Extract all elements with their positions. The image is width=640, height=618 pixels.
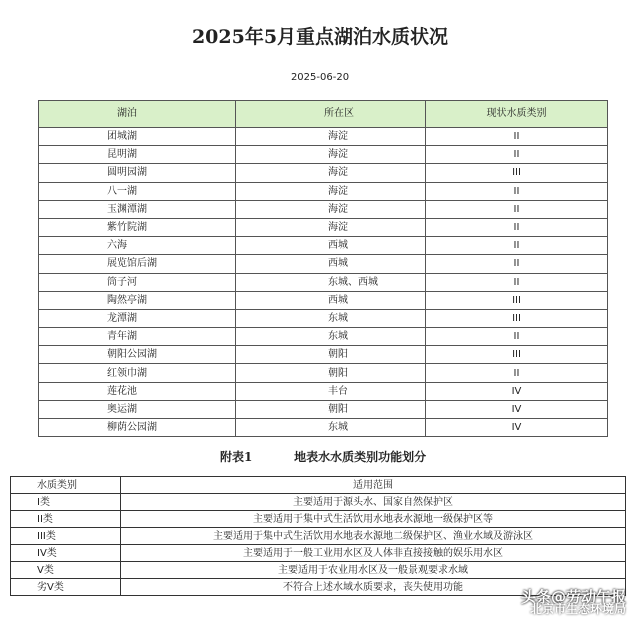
table-row-cell-0: 红领巾湖: [39, 364, 236, 382]
table-row-cell-1: 西城: [236, 237, 426, 255]
table-row-cell-2: II: [426, 364, 608, 382]
table-row-cell-0: 展览馆后湖: [39, 255, 236, 273]
table-row-cell-1: 朝阳: [236, 400, 426, 418]
table-row: [39, 328, 608, 346]
table-row-cell-2: IV: [426, 382, 608, 400]
appendix-row-cell-1: 主要适用于农业用水区及一般景观要求水域: [121, 562, 626, 579]
table-row-cell-1: 海淀: [236, 182, 426, 200]
table-row-cell-1: 海淀: [236, 200, 426, 218]
watermark: 头条@劳动午报: [520, 588, 626, 606]
appendix-row-cell-0: 劣V类: [11, 579, 121, 596]
appendix-header-cell-1: 适用范围: [121, 477, 626, 494]
appendix-row-cell-0: III类: [11, 528, 121, 545]
table-row-cell-2: III: [426, 309, 608, 327]
table-row: [39, 364, 608, 382]
table-row: [39, 218, 608, 236]
table-row-cell-1: 海淀: [236, 146, 426, 164]
table-row: [39, 164, 608, 182]
table-row-cell-1: 海淀: [236, 218, 426, 236]
table-header-cell-0: 湖泊: [39, 101, 236, 128]
table-row: [39, 237, 608, 255]
table-row: [39, 146, 608, 164]
table-row-cell-1: 海淀: [236, 128, 426, 146]
appendix-row-cell-1: 不符合上述水域水质要求，丧失使用功能: [121, 579, 626, 596]
table-row-cell-0: 八一湖: [39, 182, 236, 200]
table-header-cell-1: 所在区: [236, 101, 426, 128]
table-row-cell-2: II: [426, 328, 608, 346]
appendix-row: [11, 562, 626, 579]
table-row-cell-1: 东城、西城: [236, 273, 426, 291]
appendix-header: [11, 477, 626, 494]
appendix-row-cell-1: 主要适用于集中式生活饮用水地表水源地二级保护区、渔业水域及游泳区: [121, 528, 626, 545]
page-title: 2025年5月重点湖泊水质状况: [191, 26, 449, 48]
table-row: [39, 255, 608, 273]
appendix-row: [11, 545, 626, 562]
table-header-cell-2: 现状水质类别: [426, 101, 608, 128]
appendix-header-cell-0: 水质类别: [11, 477, 121, 494]
appendix-title: [220, 448, 426, 465]
table-row-cell-2: III: [426, 291, 608, 309]
table-row-cell-1: 东城: [236, 328, 426, 346]
table-row-cell-0: 青年湖: [39, 328, 236, 346]
table-row-cell-2: IV: [426, 419, 608, 437]
table-row-cell-0: 团城湖: [39, 128, 236, 146]
table-row: [39, 200, 608, 218]
water-class-table: [10, 476, 626, 596]
table-row-cell-0: 六海: [39, 237, 236, 255]
watermark-source: 北京市生态环境局: [529, 602, 626, 616]
table-row: [39, 291, 608, 309]
table-row-cell-0: 圆明园湖: [39, 164, 236, 182]
table-row-cell-0: 奥运湖: [39, 400, 236, 418]
table-row-cell-2: II: [426, 200, 608, 218]
appendix-row: [11, 528, 626, 545]
publish-date: 2025-06-20: [290, 72, 350, 83]
lake-quality-table: [38, 100, 608, 437]
table-row-cell-2: IV: [426, 400, 608, 418]
table-header: [39, 101, 608, 128]
table-row-cell-0: 昆明湖: [39, 146, 236, 164]
table-row: [39, 182, 608, 200]
table-row-cell-1: 海淀: [236, 164, 426, 182]
table-row-cell-0: 朝阳公园湖: [39, 346, 236, 364]
appendix-heading: 地表水水质类别功能划分: [294, 450, 427, 464]
table-row-cell-1: 东城: [236, 419, 426, 437]
table-row-cell-0: 龙潭湖: [39, 309, 236, 327]
table-row: [39, 346, 608, 364]
table-row-cell-0: 筒子河: [39, 273, 236, 291]
table-row-cell-1: 朝阳: [236, 364, 426, 382]
appendix-row-cell-1: 主要适用于集中式生活饮用水地表水源地一级保护区等: [121, 511, 626, 528]
table-row: [39, 400, 608, 418]
table-row: [39, 128, 608, 146]
table-row-cell-2: III: [426, 164, 608, 182]
table-row-cell-2: II: [426, 146, 608, 164]
table-row-cell-2: II: [426, 218, 608, 236]
table-row-cell-2: II: [426, 255, 608, 273]
table-row: [39, 273, 608, 291]
appendix-row-cell-0: V类: [11, 562, 121, 579]
table-row: [39, 382, 608, 400]
table-row: [39, 309, 608, 327]
table-row-cell-0: 玉渊潭湖: [39, 200, 236, 218]
table-row-cell-1: 东城: [236, 309, 426, 327]
table-row-cell-1: 西城: [236, 255, 426, 273]
appendix-row-cell-0: I类: [11, 494, 121, 511]
table-row-cell-2: II: [426, 237, 608, 255]
table-row-cell-2: III: [426, 346, 608, 364]
appendix-row-cell-0: IV类: [11, 545, 121, 562]
table-row: [39, 419, 608, 437]
table-row-cell-1: 朝阳: [236, 346, 426, 364]
table-row-cell-2: II: [426, 273, 608, 291]
table-row-cell-0: 陶然亭湖: [39, 291, 236, 309]
table-row-cell-0: 莲花池: [39, 382, 236, 400]
table-row-cell-2: II: [426, 128, 608, 146]
appendix-row-cell-1: 主要适用于源头水、国家自然保护区: [121, 494, 626, 511]
appendix-label: 附表1: [220, 450, 253, 464]
table-row-cell-0: 紫竹院湖: [39, 218, 236, 236]
table-row-cell-1: 丰台: [236, 382, 426, 400]
table-row-cell-1: 西城: [236, 291, 426, 309]
appendix-row: [11, 511, 626, 528]
appendix-row-cell-1: 主要适用于一般工业用水区及人体非直接接触的娱乐用水区: [121, 545, 626, 562]
appendix-row-cell-0: II类: [11, 511, 121, 528]
table-row-cell-0: 柳荫公园湖: [39, 419, 236, 437]
table-row-cell-2: II: [426, 182, 608, 200]
appendix-row: [11, 494, 626, 511]
